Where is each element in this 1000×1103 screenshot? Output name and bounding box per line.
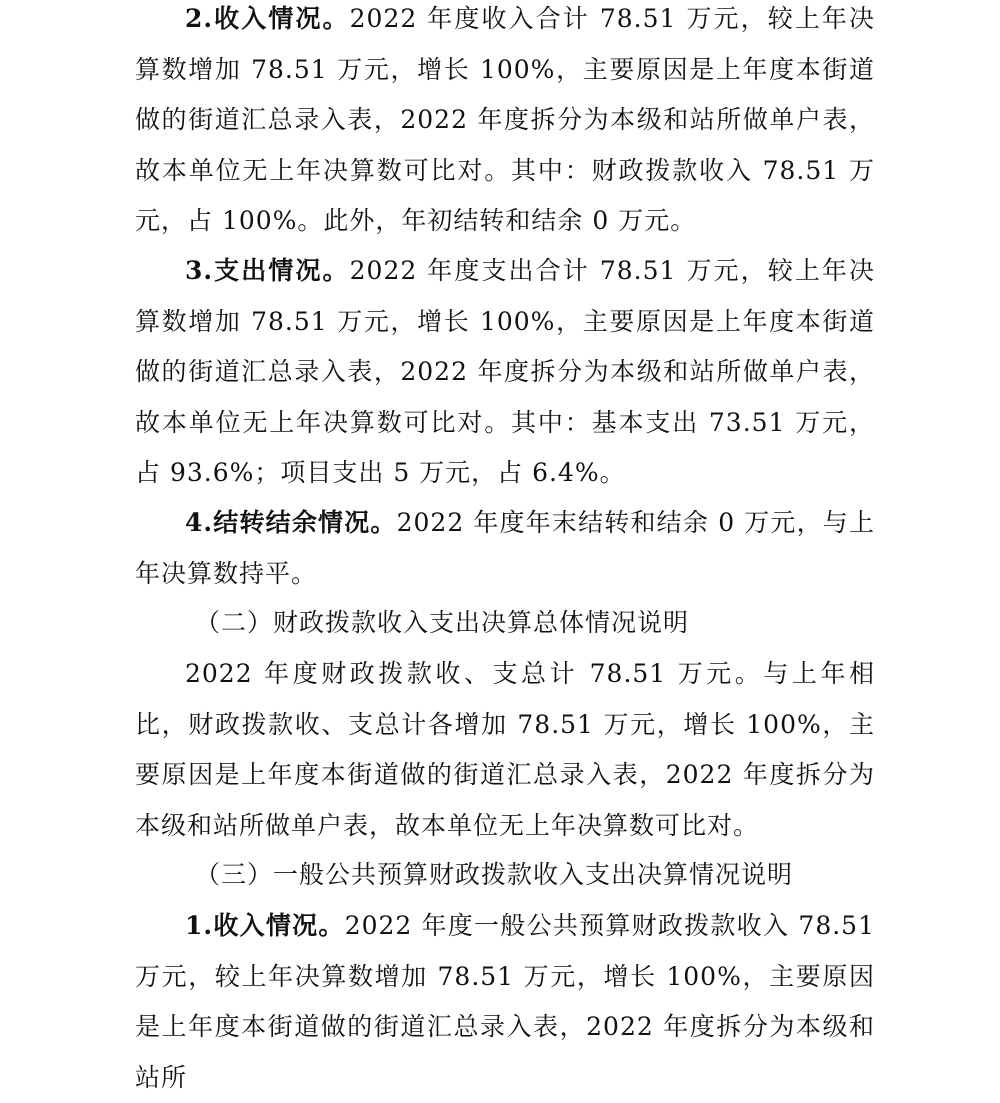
paragraph-text: 2022 年度支出合计 78.51 万元，较上年决算数增加 78.51 万元，增长 100%，主要原因是上年度本街道做的街道汇总录入表，2022 年度拆分为本级和站所做单户表，故本单位无上年决算数可比对。其中：基本支出 73.51 万元，占 93.6%；项目支出 5 万元，占 6.4%。 — [135, 256, 875, 487]
paragraph-lead: 2.收入情况。 — [185, 4, 350, 33]
paragraph-balance — [135, 498, 875, 599]
paragraph-text: 2022 年度财政拨款收、支总计 78.51 万元。与上年相比，财政拨款收、支总计各增加 78.51 万元，增长 100%，主要原因是上年度本街道做的街道汇总录入表，2022 年度拆分为本级和站所做单户表，故本单位无上年决算数可比对。 — [135, 659, 875, 840]
paragraph-text: 2022 年度收入合计 78.51 万元，较上年决算数增加 78.51 万元，增长 100%，主要原因是上年度本街道做的街道汇总录入表，2022 年度拆分为本级和站所做单户表，故本单位无上年决算数可比对。其中：财政拨款收入 78.51 万元，占 100%。此外，年初结转和结余 0 万元。 — [135, 4, 875, 235]
section-heading-fiscal-overall: （二）财政拨款收入支出决算总体情况说明 — [195, 608, 690, 637]
paragraph-fiscal-overall — [135, 649, 875, 851]
section-heading-general-budget: （三）一般公共预算财政拨款收入支出决算情况说明 — [195, 860, 794, 889]
paragraph-income — [135, 0, 875, 247]
paragraph-general-budget-income — [135, 901, 875, 1103]
paragraph-text: 2022 年度年末结转和结余 0 万元，与上年决算数持平。 — [135, 508, 875, 588]
paragraph-text: 2022 年度一般公共预算财政拨款收入 78.51 万元，较上年决算数增加 78.51 万元，增长 100%，主要原因是上年度本街道做的街道汇总录入表，2022 年度拆分为本级和站所 — [135, 911, 875, 1092]
paragraph-lead: 3.支出情况。 — [185, 256, 350, 285]
paragraph-expenditure — [135, 246, 875, 499]
paragraph-lead: 4.结转结余情况。 — [185, 508, 397, 537]
paragraph-lead: 1.收入情况。 — [185, 911, 345, 940]
